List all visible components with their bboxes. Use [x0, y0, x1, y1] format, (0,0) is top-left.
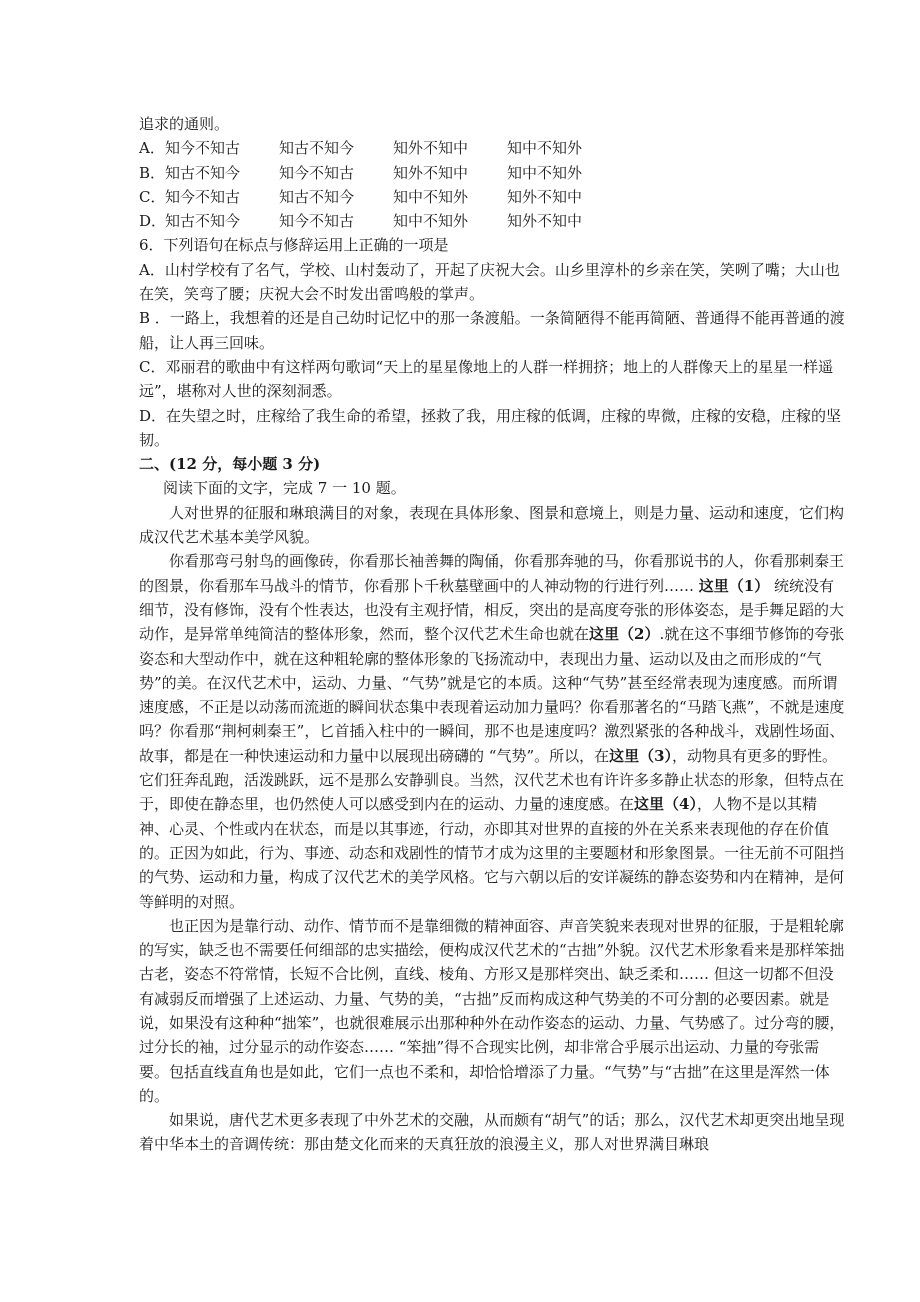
option-letter: D．: [139, 212, 167, 231]
section-instruction: 阅读下面的文字，完成 7 一 10 题。: [163, 479, 406, 498]
option-item: 知外不知中: [507, 187, 583, 206]
option-item: 知外不知中: [507, 212, 583, 231]
passage-text: .就在这不事细节修饰的夸张姿态和大型动作中，就在这种粗轮廓的整体形象的飞扬流动中，表现出力量、运动以及由之而形成的“气势”的美。在汉代艺术中，运动、力量、“气势”就是它的本质。这种“气势”甚至经常表现为速度感。而所谓速度感，不正是以动荡而流逝的瞬间状态集中表现着运动加力量吗？你看那著名的“马踏飞燕”，不就是速度吗？你看那“荆柯刺秦王”，匕首插入柱中的一瞬间，那不也是速度吗？激烈紧张的各种战斗，戏剧性场面、故事，都是在一种快速运动和力量中以展现出磅礴的 “气势”。所以，在: [139, 625, 845, 765]
q6-option-a: A．山村学校有了名气，学校、山村轰动了，开起了庆祝大会。山乡里淳朴的乡亲在笑，笑咧了嘴；大山也在笑，笑弯了腰；庆祝大会不时发出雷鸣般的掌声。: [139, 260, 840, 304]
q6-option-b: B ．一路上，我想着的还是自己幼时记忆中的那一条渡船。一条简陋得不能再简陋、普通得不能再普通的渡船，让人再三回味。: [139, 309, 845, 352]
option-item: 知古不知今: [165, 163, 241, 182]
q5-option-c: [139, 185, 845, 209]
option-item: 知今不知古: [279, 163, 355, 182]
q5-option-b: [139, 161, 845, 185]
passage-paragraph-1: 人对世界的征服和琳琅满目的对象，表现在具体形象、图景和意境上，则是力量、运动和速度，它们构成汉代艺术基本美学风貌。: [139, 503, 845, 547]
option-letter: C．: [139, 187, 166, 206]
passage-text: 你看那弯弓射鸟的画像砖，你看那长袖善舞的陶俑，你看那奔驰的马，你看那说书的人，你看那刺秦王的图景，你看那车马战斗的情节，你看那卜千秋墓壁画中的人神动物的行进行列……: [139, 552, 845, 595]
passage-text: ，人物不是以其精神、心灵、个性或内在状态，而是以其事迹，行动，亦即其对世界的直接的外在关系来表现他的存在价值的。正因为如此，行为、事迹、动态和戏剧性的情节才成为这里的主要题材和形象图景。一往无前不可阻挡的气势、运动和力量，构成了汉代艺术的美学风格。它与六朝以后的安详凝练的静态姿势和内在精神，是何等鲜明的对照。: [139, 795, 845, 911]
option-letter: B．: [139, 163, 166, 182]
option-item: 知中不知外: [507, 163, 583, 182]
q6-option-c: C．邓丽君的歌曲中有这样两句歌词“天上的星星像地上的人群一样拥挤；地上的人群像天上的星星一样遥远”，堪称对人世的深刻洞悉。: [139, 357, 834, 401]
marker-zheli-3: 这里（3）: [609, 746, 673, 765]
option-item: 知外不知中: [393, 163, 469, 182]
option-item: 知今不知古: [279, 212, 355, 231]
marker-zheli-4: 这里（4）: [634, 795, 697, 814]
option-item: 知外不知中: [393, 139, 469, 158]
option-item: 知中不知外: [393, 187, 469, 206]
passage-paragraph-3: 也正因为是靠行动、动作、情节而不是靠细微的精神面容、声音笑貌来表现对世界的征服，于是粗轮廓的写实，缺乏也不需要任何细部的忠实描绘，便构成汉代艺术的“古拙”外貌。汉代艺术形象看来是那样笨拙古老，姿态不符常情，长短不合比例，直线、棱角、方形又是那样突出、缺乏柔和…… 但这一切都不但没有减弱反而增强了上述运动、力量、气势的美，“古拙”反而构成这种气势美的不可分割的必要因素。就是说，如果没有这种种“拙笨”，也就很难展示出那种种外在动作姿态的运动、力量、气势感了。过分弯的腰，过分长的袖，过分显示的动作姿态…… “笨拙”得不合现实比例，却非常合乎展示出运动、力量的夸张需要。包括直线直角也是如此，它们一点也不柔和，却恰恰增添了力量。“气势”与“古拙”在这里是浑然一体的。: [139, 916, 845, 1105]
option-letter: A．: [139, 139, 165, 158]
option-item: 知中不知外: [393, 212, 469, 231]
passage-text: ，动物具有更多的野性。它们狂奔乱跑，活泼跳跃，远不是那么安静驯良。当然，汉代艺术也有许许多多静止状态的形象，但特点在于，即使在静态里，也仍然使人可以感受到内在的运动、力量的速度感。在: [139, 746, 845, 814]
q5-option-d: [139, 209, 845, 233]
marker-zheli-1: 这里（1）: [698, 576, 770, 595]
option-item: 知古不知今: [165, 212, 241, 231]
passage-text: 统统没有细节，没有修饰，没有个性表达，也没有主观抒情，相反，突出的是高度夸张的形体姿态，是手舞足蹈的大动作，是异常单纯简洁的整体形象，然而，整个汉代艺术生命也就在: [139, 576, 845, 644]
reading-passage: [139, 501, 845, 1157]
q5-option-a: [139, 136, 845, 160]
option-item: 知古不知今: [279, 187, 355, 206]
option-item: 知古不知今: [279, 139, 355, 158]
question-6: [139, 233, 845, 452]
q6-stem: 6．下列语句在标点与修辞运用上正确的一项是: [139, 236, 449, 255]
q5-options: [139, 136, 845, 233]
exam-page: [139, 112, 845, 1157]
passage-paragraph-4: 如果说，唐代艺术更多表现了中外艺术的交融，从而颇有“胡气”的话；那么，汉代艺术却更突出地呈现着中华本土的音调传统：那由楚文化而来的天真狂放的浪漫主义，那人对世界满目琳琅: [139, 1111, 845, 1154]
section-heading: 二、(12 分，每小题 3 分): [139, 455, 321, 474]
passage-paragraph-2: [139, 549, 845, 913]
marker-zheli-2: 这里（2）: [589, 625, 660, 644]
option-item: 知中不知外: [507, 139, 583, 158]
option-item: 知今不知古: [165, 139, 241, 158]
option-item: 知今不知古: [165, 187, 241, 206]
intro-tail: 追求的通则。: [139, 115, 230, 133]
q6-option-d: D．在失望之时，庄稼给了我生命的希望，拯救了我，用庄稼的低调，庄稼的卑微，庄稼的安稳，庄稼的坚韧。: [139, 406, 842, 449]
